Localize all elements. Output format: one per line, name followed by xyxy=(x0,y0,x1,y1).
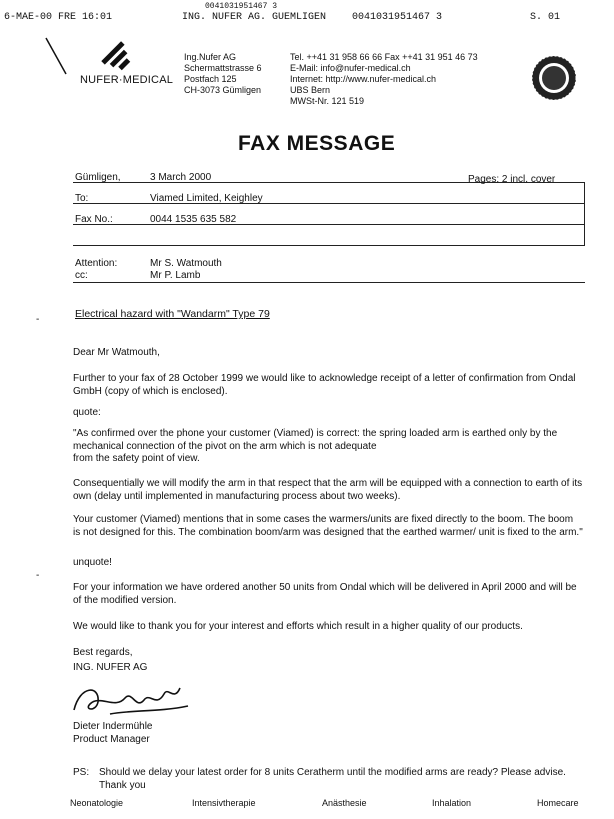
field-rule xyxy=(73,245,585,246)
body-paragraph: For your information we have ordered another 50 units from Ondal which will be delivered in April 2000 and will be of the modified version. xyxy=(73,582,577,606)
footer-item: Inhalation xyxy=(432,798,472,808)
fax-timestamp: 6-MAE-00 FRE 16:01 xyxy=(4,12,113,23)
contact-line: E-Mail: info@nufer-medical.ch xyxy=(290,63,411,73)
company-logo xyxy=(44,36,174,99)
contact-line: UBS Bern xyxy=(290,85,331,95)
field-border xyxy=(584,182,585,245)
signer-name: Dieter Indermühle xyxy=(73,721,153,732)
cc-label: cc: xyxy=(75,270,88,281)
place-field: Gümligen, xyxy=(75,172,121,183)
certification-seal-icon xyxy=(530,54,578,102)
address-line: Ing.Nufer AG xyxy=(184,52,237,62)
quality-seal xyxy=(530,54,578,105)
quote-paragraph: from the safety point of view. xyxy=(73,453,200,464)
margin-mark: - xyxy=(36,314,40,325)
contact-line: Internet: http://www.nufer-medical.ch xyxy=(290,74,437,84)
fax-number: 0041031951467 3 xyxy=(352,12,443,23)
field-rule xyxy=(73,282,585,283)
attention-label: Attention: xyxy=(75,258,118,269)
quote-paragraph: Your customer (Viamed) mentions that in some cases the warmers/units are fixed directly to the boom. The boom is not designed for this. The combination boom/arm was designed that the earthed warmer/ unit is fixed to the arm." xyxy=(73,514,583,538)
contact-line: MWSt-Nr. 121 519 xyxy=(290,96,365,106)
margin-mark: - xyxy=(36,570,40,581)
address-line: Postfach 125 xyxy=(184,74,237,84)
quote-label: quote: xyxy=(73,407,101,418)
ps-text: Should we delay your latest order for 8 units Ceratherm until the modified arms are ready? Please advise. Thank you xyxy=(99,767,566,791)
nufer-logo-icon xyxy=(44,36,174,96)
date-field: 3 March 2000 xyxy=(150,172,212,183)
fax-page: S. 01 xyxy=(530,12,561,23)
to-value: Viamed Limited, Keighley xyxy=(150,193,263,204)
fax-top-number: 0041031951467 3 xyxy=(205,2,278,11)
footer-item: Anästhesie xyxy=(322,798,367,808)
cc-value: Mr P. Lamb xyxy=(150,270,201,281)
body-paragraph: Further to your fax of 28 October 1999 we would like to acknowledge receipt of a letter of confirmation from Ondal GmbH (copy of which is enclosed). xyxy=(73,373,576,397)
signer-title: Product Manager xyxy=(73,734,150,745)
logo-text: NUFER·MEDICAL xyxy=(80,74,174,86)
pages-field: Pages: 2 incl. cover xyxy=(468,174,556,185)
signature-icon xyxy=(70,680,200,720)
fax-label: Fax No.: xyxy=(75,214,113,225)
address-line: Schermattstrasse 6 xyxy=(184,63,262,73)
attention-value: Mr S. Watmouth xyxy=(150,258,222,269)
quote-paragraph: "As confirmed over the phone your customer (Viamed) is correct: the spring loaded arm is earthed only by the mechanical connection of the pivot on the arm which is not adequate xyxy=(73,428,558,452)
fax-sender: ING. NUFER AG. GUEMLIGEN xyxy=(182,12,327,23)
page-title: FAX MESSAGE xyxy=(238,132,396,155)
fax-value: 0044 1535 635 582 xyxy=(150,214,237,225)
signature xyxy=(70,680,200,723)
footer-item: Neonatologie xyxy=(70,798,124,808)
address-line: CH-3073 Gümligen xyxy=(184,85,262,95)
footer-item: Homecare xyxy=(537,798,579,808)
unquote-label: unquote! xyxy=(73,557,112,568)
company-sign: ING. NUFER AG xyxy=(73,662,148,673)
company-contact xyxy=(290,52,478,107)
salutation: Dear Mr Watmouth, xyxy=(73,347,160,358)
quote-paragraph: Consequentially we will modify the arm in that respect that the arm will be equipped with a connection to earth of its own (delay until implemented in manufacturing process about two weeks). xyxy=(73,478,583,502)
body-paragraph: We would like to thank you for your interest and efforts which result in a higher quality of our products. xyxy=(73,621,523,632)
footer-item: Intensivtherapie xyxy=(192,798,256,808)
ps-label: PS: xyxy=(73,767,90,778)
to-label: To: xyxy=(75,193,89,204)
subject-line: Electrical hazard with "Wandarm" Type 79 xyxy=(75,308,270,320)
contact-line: Tel. ++41 31 958 66 66 Fax ++41 31 951 46 73 xyxy=(290,52,478,62)
company-address xyxy=(184,52,262,96)
closing: Best regards, xyxy=(73,647,133,658)
